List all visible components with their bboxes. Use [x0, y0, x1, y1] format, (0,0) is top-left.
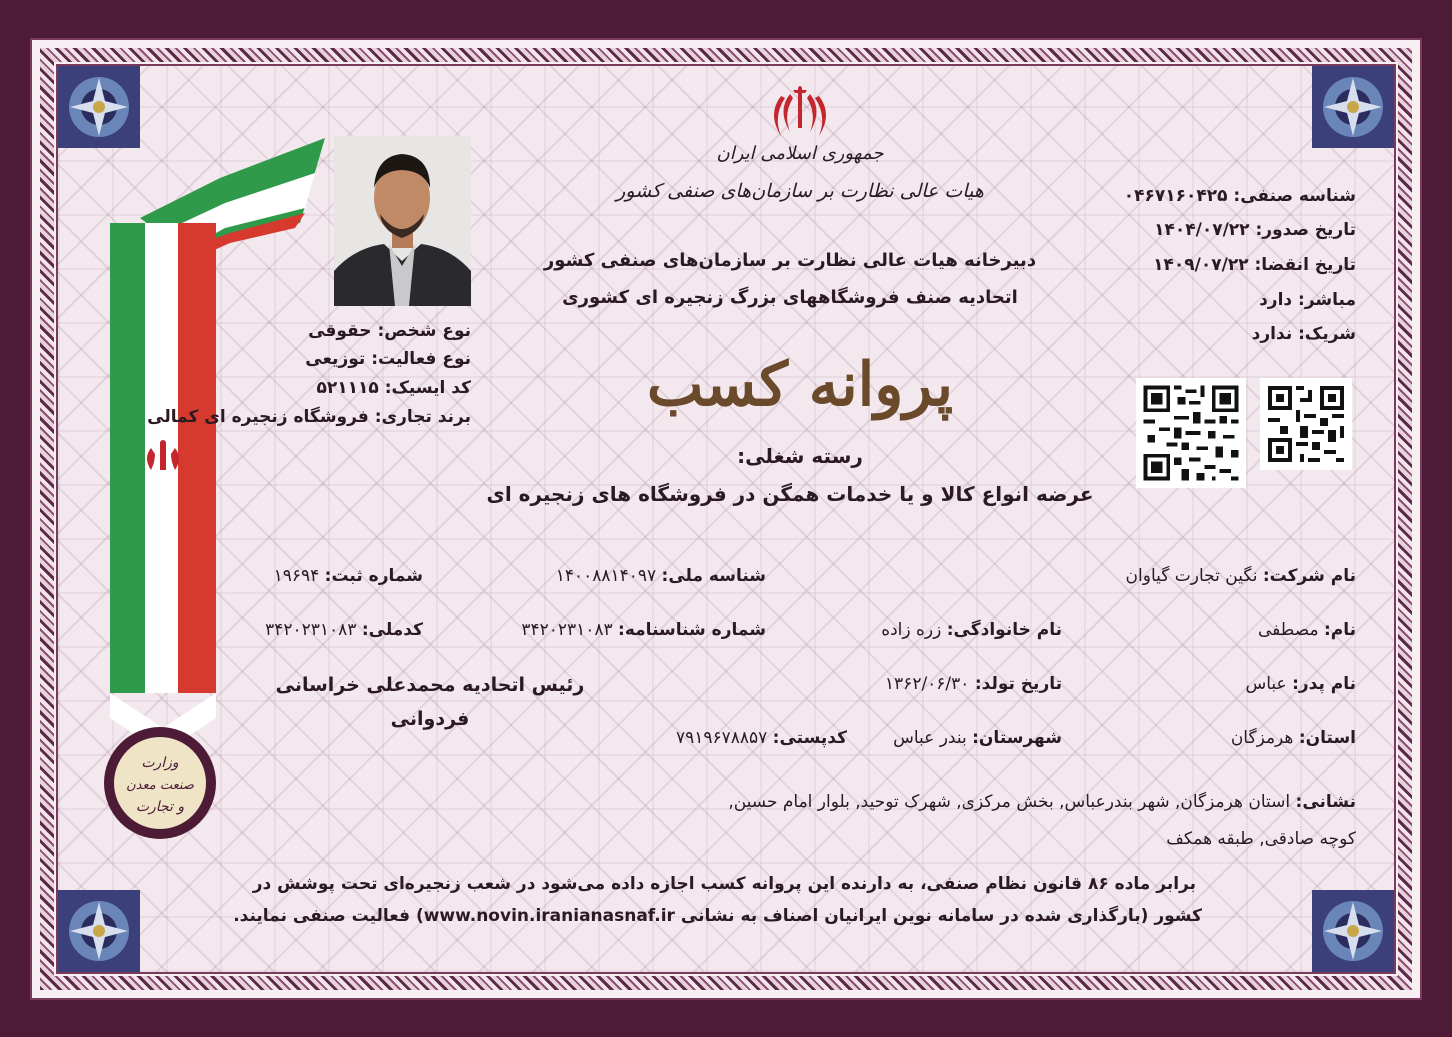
direct-status: مباشر: دارد [1259, 290, 1356, 310]
address-line1: نشانی: استان هرمزگان, شهر بندرعباس, بخش مرکزی, شهرک توحید, بلوار امام حسین, [728, 792, 1356, 812]
ministry-seal [104, 727, 216, 839]
national-id-row: شناسه ملی: ۱۴۰۰۸۸۱۴۰۹۷ [555, 566, 766, 586]
republic-title: جمهوری اسلامی ایران [716, 143, 884, 164]
svg-text:و تجارت: و تجارت [135, 799, 185, 815]
isic-code: کد ایسیک: ۵۲۱۱۱۵ [316, 378, 471, 398]
page-title: پروانه کسب [646, 350, 954, 420]
president-line2: فردوانی [390, 708, 470, 730]
president-line1: رئیس اتحادیه محمدعلی خراسانی [275, 674, 585, 696]
guild-id: شناسه صنفی: ۰۴۶۷۱۶۰۴۲۵ [1123, 186, 1356, 206]
corner-ornament-icon [58, 890, 140, 972]
category-value: عرضه انواع کالا و یا خدمات همگن در فروشگاه های زنجیره ای [486, 482, 1094, 506]
flag-ribbon-icon [100, 128, 330, 768]
qr-code-icon [1136, 378, 1246, 488]
name-row: نام: مصطفی [1258, 620, 1356, 640]
melli-row: کدملی: ۳۴۲۰۲۳۱۰۸۳ [265, 620, 423, 640]
issue-date: تاریخ صدور: ۱۴۰۴/۰۷/۲۲ [1154, 220, 1356, 240]
province-row: استان: هرمزگان [1230, 728, 1356, 748]
category-label: رسته شغلی: [737, 444, 863, 468]
partner-status: شریک: ندارد [1251, 324, 1356, 344]
council-title: هیات عالی نظارت بر سازمان‌های صنفی کشور [616, 180, 984, 202]
footer-line2: کشور (بارگذاری شده در سامانه نوین ایرانیان اصناف به نشانی www.novin.iranianasnaf.ir) فعالیت صنفی نمایند. [233, 906, 1202, 926]
union-title: اتحادیه صنف فروشگاههای بزرگ زنجیره ای کشوری [562, 287, 1018, 308]
city-row: شهرستان: بندر عباس [893, 728, 1062, 748]
iran-emblem-icon [765, 84, 835, 142]
svg-text:صنعت معدن: صنعت معدن [126, 778, 194, 793]
brand-name: برند تجاری: فروشگاه زنجیره ای کمالی [147, 407, 471, 427]
qr-code-icon [1260, 378, 1352, 470]
svg-text:وزارت: وزارت [141, 755, 179, 771]
expiry-date: تاریخ انقضا: ۱۴۰۹/۰۷/۲۲ [1153, 255, 1356, 275]
birth-row: تاریخ تولد: ۱۳۶۲/۰۶/۳۰ [884, 674, 1062, 694]
address-line2: کوچه صادقی, طبقه همکف [1166, 829, 1356, 849]
corner-ornament-icon [1312, 890, 1394, 972]
family-row: نام خانوادگی: زره زاده [881, 620, 1062, 640]
person-type: نوع شخص: حقوقی [308, 321, 471, 341]
activity-type: نوع فعالیت: توزیعی [305, 349, 471, 369]
postal-row: کدپستی: ۷۹۱۹۶۷۸۸۵۷ [675, 728, 847, 748]
company-row: نام شرکت: نگین تجارت گیاوان [1125, 566, 1356, 586]
ministry-seal-icon [114, 737, 206, 829]
secretariat-title: دبیرخانه هیات عالی نظارت بر سازمان‌های صنفی کشور [543, 250, 1037, 271]
id-no-row: شماره شناسنامه: ۳۴۲۰۲۳۱۰۸۳ [521, 620, 766, 640]
footer-line1: برابر ماده ۸۶ قانون نظام صنفی، به دارنده این پروانه کسب اجازه داده می‌شود در شعب زنجیره‌ای تحت پوشش در [252, 874, 1196, 894]
corner-ornament-icon [1312, 66, 1394, 148]
holder-photo [334, 136, 471, 306]
father-row: نام پدر: عباس [1245, 674, 1356, 694]
reg-no-row: شماره ثبت: ۱۹۶۹۴ [273, 566, 423, 586]
